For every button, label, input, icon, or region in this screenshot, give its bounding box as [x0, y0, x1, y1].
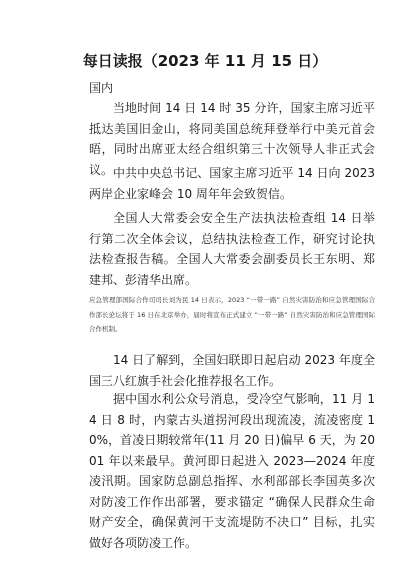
- section-label-domestic: 国内: [89, 81, 114, 95]
- document-title: 每日读报（2023 年 11 月 15 日）: [82, 52, 328, 70]
- news-paragraph-belt-road-disaster-forum: 应急管理部国际合作司司长刘为民 14 日表示，2023 “一带一路” 自然灾害防治和应急管理国际合作部长论坛将于 16 日在北京举办，届时将宣布正式建立 “一带一路” 自然灾害防治和应急管理国际合作机制。: [89, 296, 375, 333]
- news-paragraph-xi-arrives-sf: 当地时间 14 日 14 时 35 分许，国家主席习近平抵达美国旧金山，将同美国总统拜登举行中美元首会晤，同时出席亚太经合组织第三十次领导人非正式会议。: [89, 101, 375, 177]
- news-paragraph-cross-strait-summit: 中共中央总书记、国家主席习近平 14 日向 2023 两岸企业家峰会 10 周年年会致贺信。: [89, 166, 375, 201]
- news-paragraph-yellow-river-ice: 据中国水利公众号消息，受冷空气影响，11 月 14 日 8 时，内蒙古头道拐河段出现流凌，流凌密度 10%，首凌日期较常年(11 月 20 日)偏早 6 天，为 2001 年以来最早。黄河即日起进入 2023—2024 年度凌汛期。国家防总副总指挥、水利部部长李国英多次对防凌工作作出部署，要求锚定 “确保人民群众生命财产安全，确保黄河干支流堤防不决口” 目标，扎实做好各项防凌工作。: [89, 392, 375, 550]
- news-paragraph-womens-federation: 14 日了解到，全国妇联即日起启动 2023 年度全国三八红旗手社会化推荐报名工作。: [89, 353, 375, 388]
- news-paragraph-safety-law-inspection: 全国人大常委会安全生产法执法检查组 14 日举行第二次全体会议，总结执法检查工作，研究讨论执法检查报告稿。全国人大常委会副委员长王东明、郑建邦、彭清华出席。: [89, 211, 375, 287]
